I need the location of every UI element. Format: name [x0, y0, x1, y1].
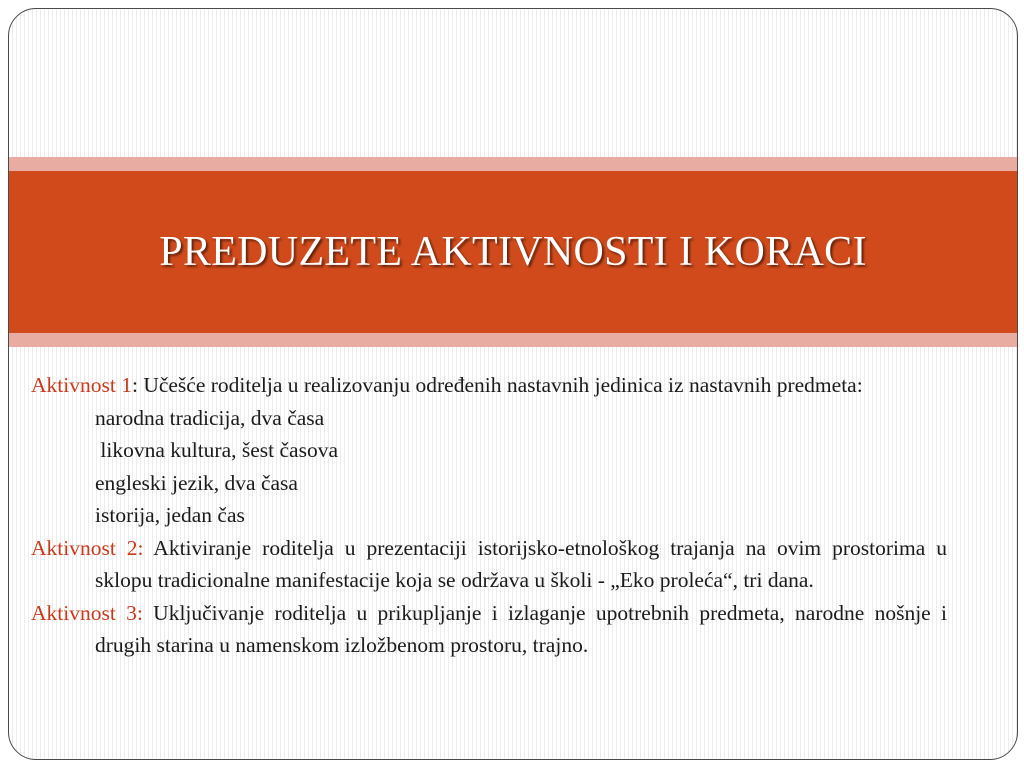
activity-1-text: Učešće roditelja u realizovanju određenih nastavnih jedinica iz nastavnih predmeta: — [137, 373, 863, 397]
activity-2-text: Aktiviranje roditelja u prezentaciji istorijsko-etnološkog trajanja na ovim prostorima u sklopu tradicionalne manifestacije koja se održava u školi - „Eko proleća“, tri dana. — [95, 535, 947, 592]
activity-1 — [31, 369, 947, 402]
title-band-bottom-stripe — [9, 333, 1017, 347]
activity-1-subitem-3: engleski jezik, dva časa — [95, 470, 298, 495]
activity-2-label: Aktivnost 2: — [31, 535, 144, 560]
activity-3-label: Aktivnost 3: — [31, 600, 143, 625]
title-band-top-stripe — [9, 157, 1017, 171]
activity-1-separator: : — [131, 373, 138, 397]
activity-1-label: Aktivnost 1 — [31, 373, 132, 397]
activity-1-subitem-1: narodna tradicija, dva časa — [95, 405, 325, 430]
activity-3 — [31, 597, 947, 662]
slide-content — [31, 369, 947, 662]
activity-2 — [31, 532, 947, 597]
slide — [8, 8, 1018, 760]
activity-1-subitem-4: istorija, jedan čas — [95, 503, 245, 527]
activity-1-subitem-2: likovna kultura, šest časova — [95, 438, 339, 462]
slide-title: PREDUZETE AKTIVNOSTI I KORACI — [159, 229, 867, 275]
activity-3-text: Uključivanje roditelja u prikupljanje i izlaganje upotrebnih predmeta, narodne nošnje i drugih starina u namenskom izložbenom prostoru, trajno. — [95, 600, 947, 657]
